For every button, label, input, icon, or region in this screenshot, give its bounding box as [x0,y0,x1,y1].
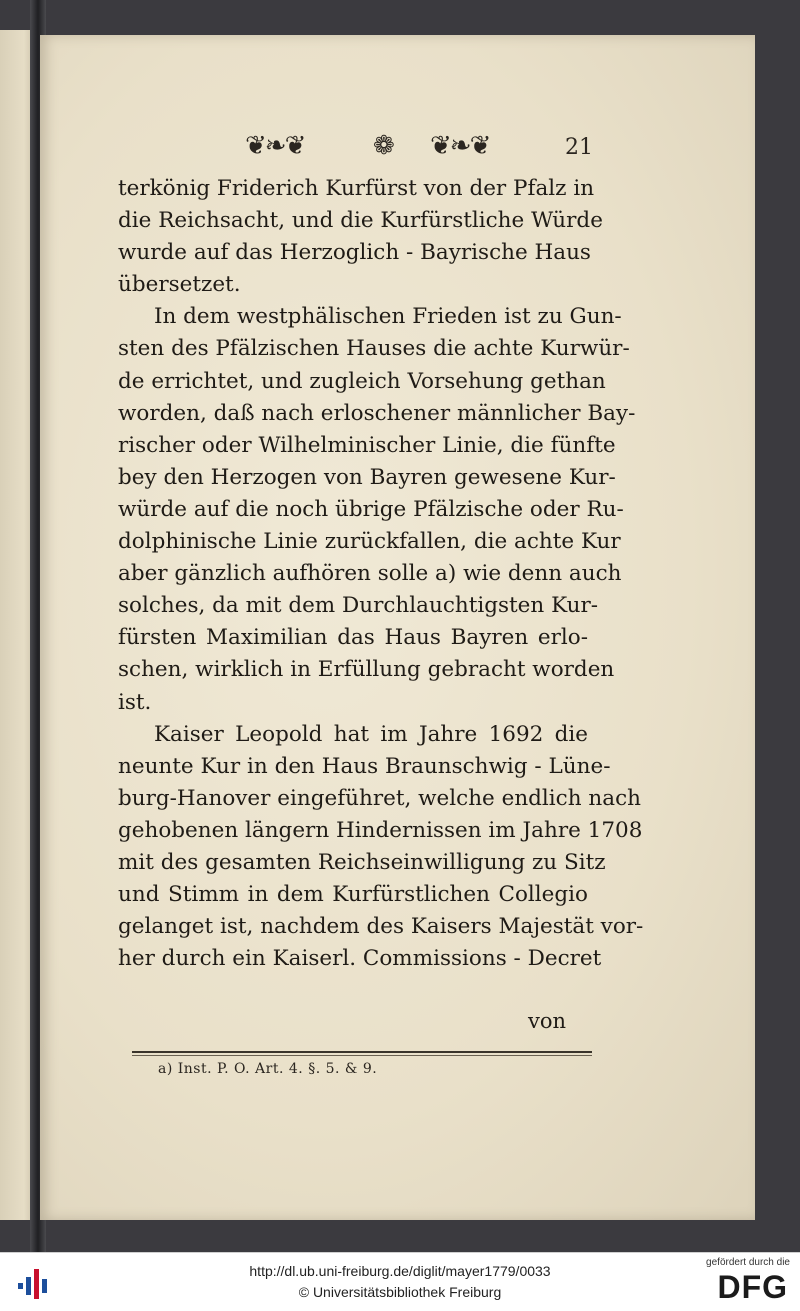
text-line: übersetzet. [118,272,241,298]
catchword: von [528,1009,567,1033]
text-line: wurde auf das Herzoglich - Bayrische Haus [118,240,591,266]
text-line: würde auf die noch übrige Pfälzische oder Ru- [118,496,624,522]
text-line: Kaiser Leopold hat im Jahre 1692 die [154,721,588,747]
page-header [245,131,605,167]
copyright-notice: © Universitätsbibliothek Freiburg [298,1284,502,1300]
text-line: rischer oder Wilhelminischer Linie, die fünfte [118,432,616,458]
text-line: dolphinische Linie zurückfallen, die achte Kur [118,529,621,555]
text-line: schen, wirklich in Erfüllung gebracht worden [118,657,615,683]
ornament-center: ❁ [373,131,393,161]
dfg-logo[interactable]: DFG [717,1269,788,1305]
text-line: gehobenen längern Hindernissen im Jahre 1708 [118,817,643,843]
text-line: mit des gesamten Reichseinwilligung zu Sitz [118,849,606,875]
text-line: terkönig Friderich Kurfürst von der Pfalz in [118,176,595,201]
dfg-caption: gefördert durch die [706,1257,790,1268]
text-line: die Reichsacht, und die Kurfürstliche Würde [118,208,603,234]
text-line: bey den Herzogen von Bayren gewesene Kur- [118,464,616,490]
footnote-rule-thin [132,1055,592,1056]
text-line: neunte Kur in den Haus Braunschwig - Lüne- [118,753,611,779]
text-line: In dem westphälischen Frieden ist zu Gun- [154,304,622,330]
footnote-rule [132,1051,592,1053]
text-line: worden, daß nach erloschener männlicher Bay- [118,400,636,426]
text-line: burg-Hanover eingeführet, welche endlich nach [118,785,641,811]
text-line: gelanget ist, nachdem des Kaisers Majestät vor- [118,914,644,940]
text-line: sten des Pfälzischen Hauses die achte Kurwür- [118,336,630,362]
text-line: de errichtet, und zugleich Vorsehung gethan [118,368,606,394]
text-line: ist. [118,689,152,715]
text-line: her durch ein Kaiserl. Commissions - Decret [118,946,602,972]
ornament-left: ❦❧❦ [245,131,305,161]
page-url-link[interactable]: http://dl.ub.uni-freiburg.de/diglit/mayer1779/0033 [249,1263,551,1279]
viewer-footer [0,1252,800,1311]
ornament-right: ❦❧❦ [430,131,490,161]
footnote: a) Inst. P. O. Art. 4. §. 5. & 9. [158,1061,378,1077]
text-line: fürsten Maximilian das Haus Bayren erlo- [118,625,588,651]
text-line: solches, da mit dem Durchlauchtigsten Kur- [118,593,599,619]
body-text [118,173,644,975]
text-line: aber gänzlich aufhören solle a) wie denn auch [118,561,622,587]
text-line: und Stimm in dem Kurfürstlichen Collegio [118,882,588,908]
page-number: 21 [565,135,593,160]
book-page [40,35,755,1220]
